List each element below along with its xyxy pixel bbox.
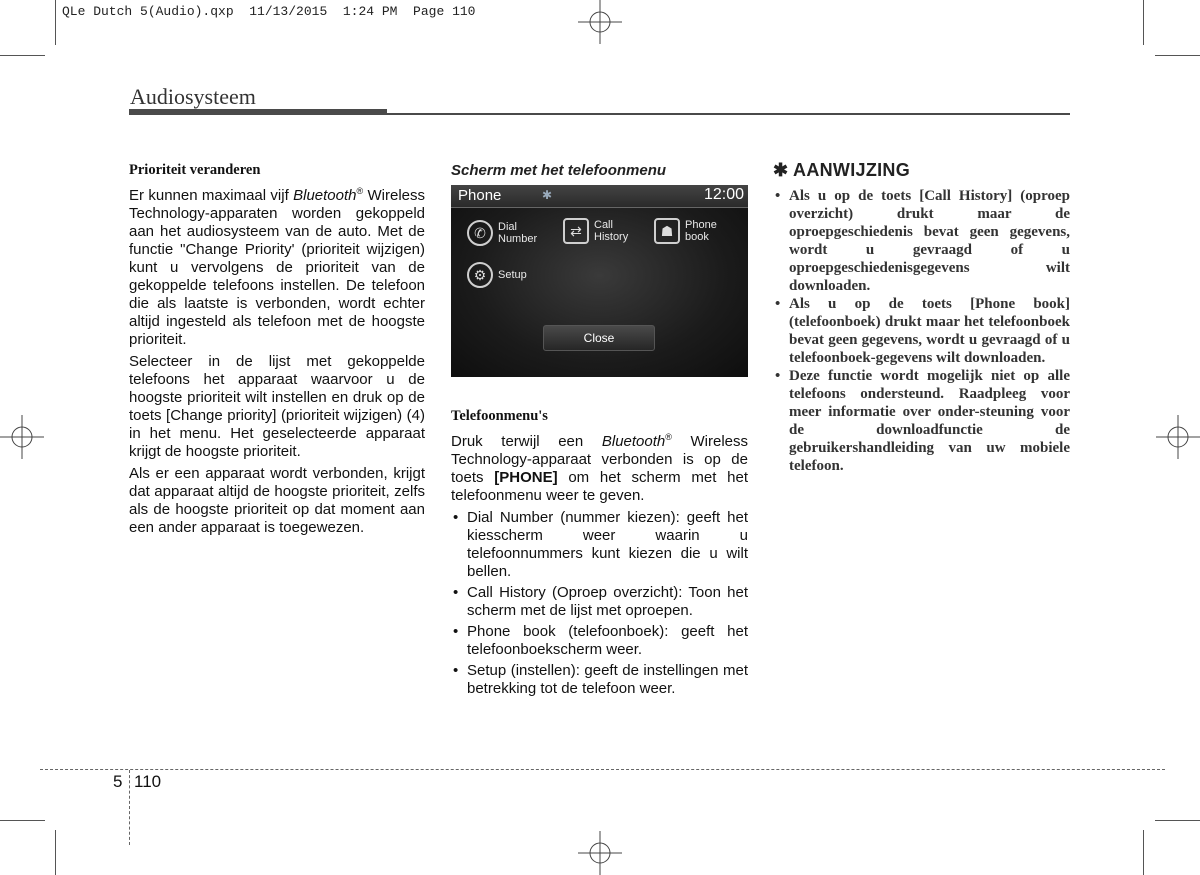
phone-menu-screen [451, 185, 748, 377]
note-title-text: AANWIJZING [793, 160, 911, 180]
menu-bullet-list [451, 509, 748, 698]
note-item: • Deze functie wordt mogelijk niet op alle telefoons ondersteund. Raadpleeg voor meer informatie over onder-steuning voor de downloadfunctie de gebruikershandleiding van uw mobiele telefoon. [773, 367, 1070, 475]
call-history-button[interactable] [563, 218, 628, 244]
paragraph [451, 428, 748, 505]
menu-label: Setup [498, 269, 527, 281]
text-run: Wireless Technology-apparaten worden gekoppeld aan het audiosysteem van de auto. Met de functie "Change Priority' (prioriteit wijzigen) kunt u vervolgens de prioriteit van de gekoppelde telefoons instellen. De telefoon die als laatste is verbonden, wordt echter altijd ingesteld als telefoon met de hoogste prioriteit. [129, 187, 425, 348]
paragraph: Selecteer in de lijst met gekoppelde telefoons het apparaat waarvoor u de hoogste prioriteit wilt instellen en druk op de toets [Change priority] (prioriteit wijzigen) (4) in het menu. Het geselecteerde apparaat krijgt de hoogste prioriteit. [129, 353, 425, 460]
registration-mark [1156, 415, 1200, 459]
call-history-icon: ⇄ [563, 218, 589, 244]
header-rule [129, 109, 387, 115]
text-run: om het scherm met het telefoonmenu weer te geven. [451, 469, 749, 504]
screen-clock: 12:00 [703, 186, 744, 203]
section-heading: Prioriteit veranderen [129, 162, 261, 178]
registered-mark: ® [356, 186, 364, 196]
note-list [773, 187, 1070, 475]
registered-mark: ® [665, 432, 672, 442]
menu-label: Phone book [685, 219, 717, 243]
screen-body [451, 208, 748, 377]
phone-book-button[interactable] [654, 218, 717, 244]
crop-mark [55, 830, 56, 875]
footer-rule [40, 769, 1165, 770]
registration-mark [0, 415, 44, 459]
middle-column [451, 162, 748, 701]
chapter-title: Audiosysteem [130, 84, 256, 109]
phone-handset-icon: ✆ [467, 220, 493, 246]
crop-mark [0, 820, 45, 821]
contacts-icon: ☗ [654, 218, 680, 244]
print-slug: QLe Dutch 5(Audio).qxp 11/13/2015 1:24 PM Page 110 [62, 4, 476, 19]
brand-text: Bluetooth [293, 187, 357, 204]
close-button[interactable]: Close [543, 325, 655, 351]
dial-number-button[interactable] [467, 220, 537, 246]
phone-key-text: [PHONE] [494, 469, 558, 486]
note-item: • Als u op de toets [Call History] (oproep overzicht) drukt maar de oproepgeschiedenis bevat geen gegevens, wordt u gevraagd of u oproepgeschiedenisgegevens wilt downloaden. [773, 187, 1070, 295]
text-run: Druk terwijl een [451, 433, 602, 450]
setup-button[interactable] [467, 262, 527, 288]
crop-mark [1155, 55, 1200, 56]
brand-text: Bluetooth [601, 433, 666, 450]
left-column [129, 162, 425, 541]
chapter-number: 5 [113, 772, 123, 791]
right-column [773, 160, 1070, 475]
list-item: • Phone book (telefoonboek): geeft het telefoonboekscherm weer. [451, 623, 748, 659]
screen-status-bar [451, 185, 748, 208]
section-heading: Telefoonmenu's [451, 408, 548, 424]
crop-mark [1143, 0, 1144, 45]
footer-divider [129, 770, 130, 845]
screen-title: Phone [458, 187, 502, 204]
figure-caption: Scherm met het telefoonmenu [451, 162, 667, 179]
list-item: • Call History (Oproep overzicht): Toon het scherm met de lijst met oproepen. [451, 584, 748, 620]
page-number: 110 [134, 772, 162, 791]
registration-mark [578, 0, 622, 44]
list-item: • Dial Number (nummer kiezen): geeft het kiesscherm weer waarin u telefoonnummers kunt kiezen die u wilt bellen. [451, 509, 748, 581]
menu-label: Dial Number [498, 221, 538, 245]
paragraph: Als er een apparaat wordt verbonden, krijgt dat apparaat altijd de hoogste prioriteit, zelfs als de hoogste prioriteit op dat moment aan een ander apparaat is toegewezen. [129, 465, 425, 536]
crop-mark [0, 55, 45, 56]
text-run: Wireless Technology-apparaat verbonden is op de toets [451, 433, 748, 486]
bluetooth-icon: ✱ [542, 188, 553, 202]
crop-mark [55, 0, 56, 45]
gear-icon: ⚙ [467, 262, 493, 288]
note-heading [773, 160, 1070, 181]
note-item: • Als u op de toets [Phone book] (telefoonboek) drukt maar het telefoonboek bevat geen gegevens, wordt u gevraagd of u telefoonboek-gegevens wilt downloaden. [773, 295, 1070, 367]
crop-mark [1143, 830, 1144, 875]
menu-label: Call History [594, 219, 629, 243]
text-run: Er kunnen maximaal vijf [129, 187, 294, 204]
registration-mark [578, 831, 622, 875]
list-item: • Setup (instellen): geeft de instellingen met betrekking tot de telefoon weer. [451, 662, 748, 698]
header-rule [387, 113, 1070, 115]
paragraph [129, 182, 425, 349]
crop-mark [1155, 820, 1200, 821]
note-icon: ✱ [773, 160, 789, 180]
